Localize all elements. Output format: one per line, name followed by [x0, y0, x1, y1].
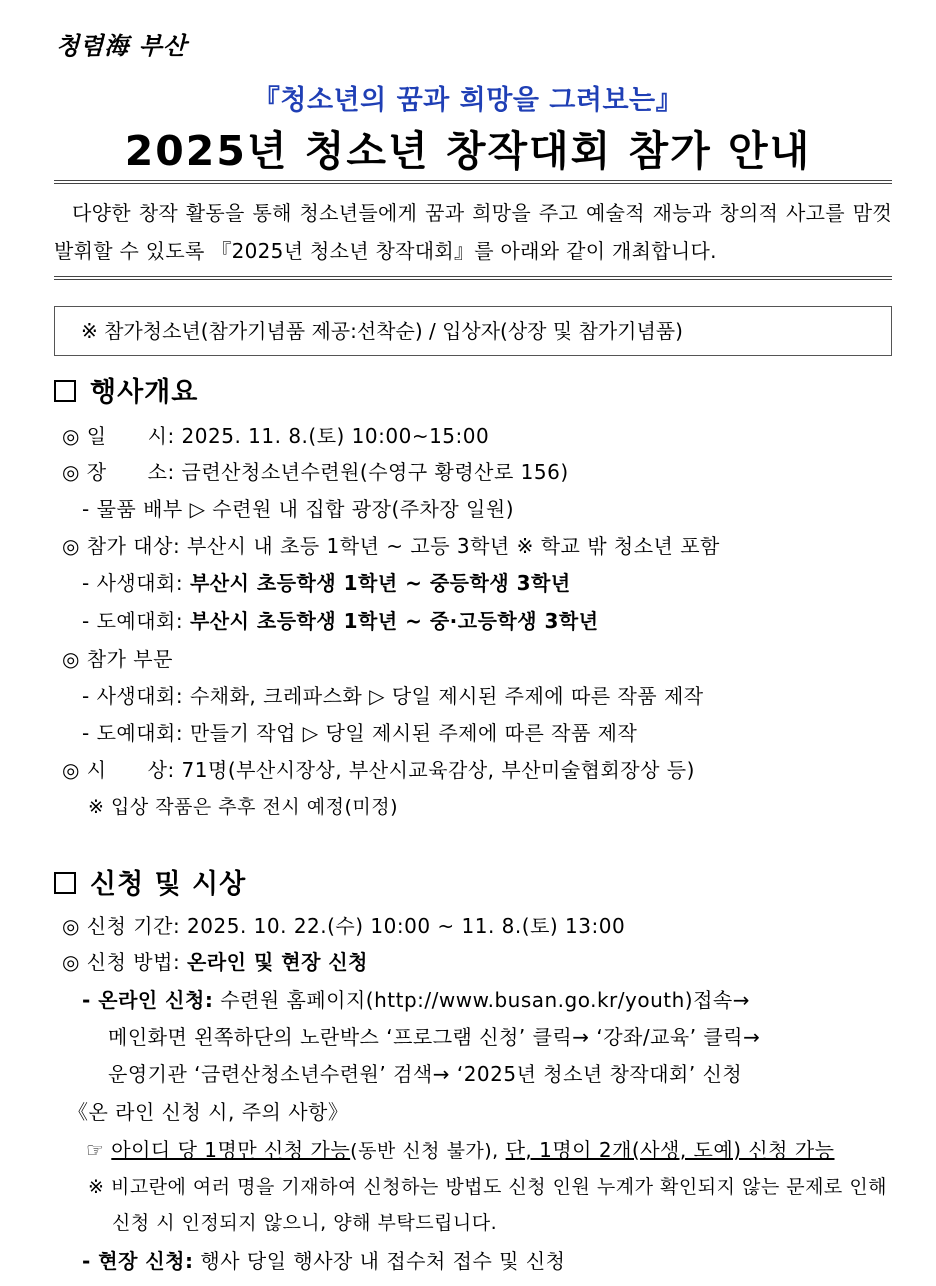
target-craft-value: 부산시 초등학생 1학년 ~ 중·고등학생 3학년: [189, 609, 599, 633]
pointing-hand-icon: ☞: [86, 1138, 105, 1162]
application-method: [62, 946, 368, 975]
online-apply-line-2: 메인화면 왼쪽하단의 노란박스 ‘프로그램 신청’ 클릭→ ‘강좌/교육’ 클릭→: [108, 1025, 761, 1049]
application-method-label: ◎ 신청 방법:: [62, 950, 181, 974]
caution-two-entries: 단, 1명이 2개(사생, 도예) 신청 가능: [505, 1138, 835, 1162]
caution-line-2: ※ 비고란에 여러 명을 기재하여 신청하는 방법도 신청 인원 누계가 확인되지 않는 문제로 인해: [88, 1176, 888, 1198]
busan-logo: 청렴海 부산: [56, 31, 188, 60]
online-apply-label: - 온라인 신청:: [82, 988, 214, 1012]
page-subtitle: 『청소년의 꿈과 희망을 그려보는』: [252, 85, 684, 116]
bottom-divider: [54, 276, 892, 280]
caution-one-per-id: 아이디 당 1명만 신청 가능: [111, 1138, 351, 1162]
target-craft: [82, 605, 599, 634]
notice-box: [54, 306, 892, 356]
target-sketch-label: - 사생대회:: [82, 571, 184, 595]
online-apply-line-1: [82, 984, 750, 1013]
event-awards: ◎ 시 상: 71명(부산시장상, 부산시교육감상, 부산미술협회장상 등): [62, 758, 695, 782]
top-divider: [54, 180, 892, 184]
category-sketch: - 사생대회: 수채화, 크레파스화 ▷ 당일 제시된 주제에 따른 작품 제작: [82, 684, 704, 708]
application-method-value: 온라인 및 현장 신청: [187, 950, 368, 974]
notice-text: ※ 참가청소년(참가기념품 제공:선착순) / 입상자(상장 및 참가기념품): [81, 319, 683, 343]
checkbox-square-icon: [54, 380, 76, 402]
section-application-label: 신청 및 시상: [90, 869, 247, 900]
caution-heading: 《온 라인 신청 시, 주의 사항》: [68, 1100, 349, 1124]
caution-no-companion: (동반 신청 불가),: [350, 1140, 499, 1162]
online-apply-line-3: 운영기관 ‘금련산청소년수련원’ 검색→ ‘2025년 청소년 창작대회’ 신청: [108, 1062, 743, 1086]
intro-paragraph: 다양한 창작 활동을 통해 청소년들에게 꿈과 희망을 주고 예술적 재능과 창의적 사고를 맘껏 발휘할 수 있도록 『2025년 청소년 창작대회』를 아래와 같이 개최합니다.: [54, 201, 892, 263]
event-category: ◎ 참가 부문: [62, 647, 173, 671]
page-title: 2025년 청소년 창작대회 참가 안내: [124, 127, 812, 175]
target-sketch-value: 부산시 초등학생 1학년 ~ 중등학생 3학년: [189, 571, 571, 595]
caution-line-1: [86, 1134, 835, 1163]
onsite-apply-text: 행사 당일 행사장 내 접수처 접수 및 신청: [200, 1249, 566, 1273]
target-craft-label: - 도예대회:: [82, 609, 184, 633]
section-overview-title: [54, 370, 198, 409]
event-venue: ◎ 장 소: 금련산청소년수련원(수영구 황령산로 156): [62, 460, 569, 484]
online-apply-text-1: 수련원 홈페이지(http://www.busan.go.kr/youth)접속→: [220, 988, 750, 1012]
event-target: ◎ 참가 대상: 부산시 내 초등 1학년 ~ 고등 3학년 ※ 학교 밖 청소년 포함: [62, 534, 720, 558]
onsite-apply: [82, 1245, 566, 1274]
onsite-apply-label: - 현장 신청:: [82, 1249, 194, 1273]
caution-line-3: 신청 시 인정되지 않으니, 양해 부탁드립니다.: [112, 1212, 498, 1234]
checkbox-square-icon: [54, 872, 76, 894]
section-application-title: [54, 862, 246, 901]
category-craft: - 도예대회: 만들기 작업 ▷ 당일 제시된 주제에 따른 작품 제작: [82, 721, 638, 745]
section-overview-label: 행사개요: [90, 377, 199, 408]
application-period: ◎ 신청 기간: 2025. 10. 22.(수) 10:00 ~ 11. 8.(토) 13:00: [62, 914, 626, 938]
awards-note: ※ 입상 작품은 추후 전시 예정(미정): [88, 796, 399, 818]
event-date: ◎ 일 시: 2025. 11. 8.(토) 10:00~15:00: [62, 424, 490, 448]
target-sketch: [82, 567, 571, 596]
venue-note: - 물품 배부 ▷ 수련원 내 집합 광장(주차장 일원): [82, 497, 515, 521]
